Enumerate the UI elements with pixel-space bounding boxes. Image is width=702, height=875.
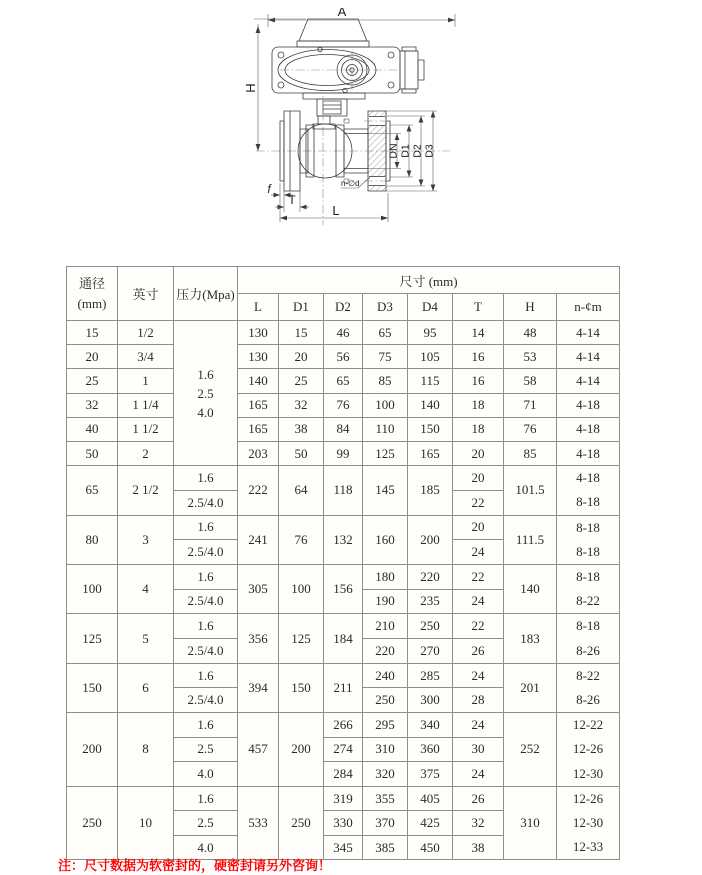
cell: 24 — [453, 762, 504, 787]
cell: 3/4 — [118, 345, 174, 369]
cell: 30 — [453, 737, 504, 762]
table-row — [67, 345, 620, 369]
cell: 1.6 — [174, 663, 238, 688]
cell: 1/2 — [118, 321, 174, 345]
cell: 99 — [324, 441, 363, 465]
cell: 1 — [118, 369, 174, 393]
cell: 24 — [453, 663, 504, 688]
cell: 2.5/4.0 — [174, 490, 238, 515]
dim-label-H: H — [243, 83, 258, 93]
cell: 84 — [324, 417, 363, 441]
cell: 32 — [453, 811, 504, 836]
cell: 20 — [453, 466, 504, 491]
table-row — [67, 564, 620, 589]
cell: 4-14 — [557, 345, 620, 369]
cell: 319 — [324, 786, 363, 811]
cell: 200 — [67, 713, 118, 787]
cell: 12-22 12-26 12-30 — [557, 713, 620, 787]
header-D1: D1 — [279, 294, 324, 321]
cell: 1.6 — [174, 466, 238, 491]
cell: 130 — [238, 345, 279, 369]
cell: 250 — [408, 614, 453, 639]
cell: 300 — [408, 688, 453, 713]
cell: 25 — [67, 369, 118, 393]
dimension-table — [66, 266, 620, 860]
cell: 211 — [324, 663, 363, 712]
cell: 32 — [67, 393, 118, 417]
cell: 180 — [363, 564, 408, 589]
cell: 222 — [238, 466, 279, 515]
cell: 20 — [453, 515, 504, 540]
cell: 58 — [504, 369, 557, 393]
cell: 18 — [453, 393, 504, 417]
cell: 165 — [238, 393, 279, 417]
cell: 65 — [67, 466, 118, 515]
cell: 2 1/2 — [118, 466, 174, 515]
table-row — [67, 441, 620, 465]
cell: 8-18 8-26 — [557, 614, 620, 663]
cell: 270 — [408, 639, 453, 664]
cell: 15 — [67, 321, 118, 345]
header-D2: D2 — [324, 294, 363, 321]
cell: 50 — [279, 441, 324, 465]
cell: 394 — [238, 663, 279, 712]
cell: 56 — [324, 345, 363, 369]
cell: 76 — [504, 417, 557, 441]
cell: 184 — [324, 614, 363, 663]
cell: 285 — [408, 663, 453, 688]
dim-H — [243, 19, 306, 151]
cell: 132 — [324, 515, 363, 564]
cell: 156 — [324, 564, 363, 613]
cell: 15 — [279, 321, 324, 345]
cell: 385 — [363, 835, 408, 860]
table-row — [67, 515, 620, 540]
cell: 310 — [504, 786, 557, 860]
cell: 150 — [279, 663, 324, 712]
dim-L — [280, 193, 388, 222]
cell: 160 — [363, 515, 408, 564]
header-diameter-title: 通径 — [78, 275, 105, 291]
cell: 101.5 — [504, 466, 557, 515]
cell: 4.0 — [174, 762, 238, 787]
cell: 425 — [408, 811, 453, 836]
cell: 50 — [67, 441, 118, 465]
actuator — [272, 19, 424, 124]
cell: 305 — [238, 564, 279, 613]
cell: 115 — [408, 369, 453, 393]
dim-label-D3: D3 — [423, 144, 436, 158]
cell: 16 — [453, 345, 504, 369]
cell: 4-14 — [557, 321, 620, 345]
cell: 2 — [118, 441, 174, 465]
cell: 111.5 — [504, 515, 557, 564]
cell: 185 — [408, 466, 453, 515]
cell: 220 — [408, 564, 453, 589]
cell: 2.5/4.0 — [174, 589, 238, 614]
cell: 360 — [408, 737, 453, 762]
cell: 80 — [67, 515, 118, 564]
cell: 355 — [363, 786, 408, 811]
cell: 38 — [453, 835, 504, 860]
cell: 201 — [504, 663, 557, 712]
cell: 274 — [324, 737, 363, 762]
dim-A — [268, 8, 455, 27]
cell: 235 — [408, 589, 453, 614]
cell: 2.5/4.0 — [174, 540, 238, 565]
cell: 24 — [453, 540, 504, 565]
cell: 65 — [363, 321, 408, 345]
cell: 125 — [363, 441, 408, 465]
cell: 8-18 8-22 — [557, 564, 620, 613]
cell: 8-18 8-18 — [557, 515, 620, 564]
dim-label-bolt-holes: n-∅d — [341, 179, 360, 188]
cell: 6 — [118, 663, 174, 712]
cell: 26 — [453, 786, 504, 811]
cell: 220 — [363, 639, 408, 664]
header-H: H — [504, 294, 557, 321]
cell: 1 1/4 — [118, 393, 174, 417]
cell: 100 — [67, 564, 118, 613]
cell: 1.6 — [174, 515, 238, 540]
cell: 95 — [408, 321, 453, 345]
dim-label-DN: DN — [387, 143, 400, 159]
cell: 150 — [67, 663, 118, 712]
cell: 241 — [238, 515, 279, 564]
header-inch: 英寸 — [118, 267, 174, 321]
cell: 190 — [363, 589, 408, 614]
cell: 250 — [67, 786, 118, 860]
cell: 20 — [67, 345, 118, 369]
cell: 16 — [453, 369, 504, 393]
cell: 1.6 — [174, 786, 238, 811]
table-row — [67, 393, 620, 417]
cell: 22 — [453, 564, 504, 589]
cell: 356 — [238, 614, 279, 663]
cell: 284 — [324, 762, 363, 787]
cell: 105 — [408, 345, 453, 369]
cell: 1 1/2 — [118, 417, 174, 441]
cell: 25 — [279, 369, 324, 393]
cell: 1.6 — [174, 564, 238, 589]
header-T: T — [453, 294, 504, 321]
header-pressure: 压力(Mpa) — [174, 267, 238, 321]
cell: 100 — [363, 393, 408, 417]
cell: 200 — [279, 713, 324, 787]
dim-label-T: T — [288, 193, 296, 207]
cell: 64 — [279, 466, 324, 515]
cell: 20 — [453, 441, 504, 465]
cell: 2.5/4.0 — [174, 688, 238, 713]
cell: 210 — [363, 614, 408, 639]
table-row — [67, 369, 620, 393]
cell: 65 — [324, 369, 363, 393]
actuator-bracket — [303, 93, 365, 124]
cell: 22 — [453, 614, 504, 639]
header-n-m: n-¢m — [557, 294, 620, 321]
cell: 5 — [118, 614, 174, 663]
cell: 24 — [453, 713, 504, 738]
cell: 46 — [324, 321, 363, 345]
cell: 165 — [238, 417, 279, 441]
cell: 330 — [324, 811, 363, 836]
table-row — [67, 321, 620, 345]
cell: 1.6 — [174, 713, 238, 738]
cell: 4-18 — [557, 393, 620, 417]
dim-label-A: A — [337, 8, 347, 19]
cell: 14 — [453, 321, 504, 345]
cell: 4 — [118, 564, 174, 613]
cell: 85 — [504, 441, 557, 465]
footnote: 注：尺寸数据为软密封的，硬密封请另外咨询！ — [58, 858, 332, 873]
dim-label-f: f — [267, 182, 271, 196]
cell: 3 — [118, 515, 174, 564]
cell: 375 — [408, 762, 453, 787]
cell: 76 — [324, 393, 363, 417]
cell: 150 — [408, 417, 453, 441]
cell: 140 — [238, 369, 279, 393]
cell: 295 — [363, 713, 408, 738]
cell: 71 — [504, 393, 557, 417]
cell: 240 — [363, 663, 408, 688]
cell: 310 — [363, 737, 408, 762]
bolt-hole-callout — [341, 177, 370, 188]
cell: 28 — [453, 688, 504, 713]
valve-assembly-drawing — [240, 8, 462, 232]
cell: 125 — [67, 614, 118, 663]
actuator-side-flange — [400, 47, 424, 93]
cell: 457 — [238, 713, 279, 787]
cell: 18 — [453, 417, 504, 441]
cell: 250 — [363, 688, 408, 713]
cell: 450 — [408, 835, 453, 860]
actuator-terminal-cap — [299, 19, 367, 41]
cell: 345 — [324, 835, 363, 860]
cell: 145 — [363, 466, 408, 515]
table-row — [67, 466, 620, 491]
cell: 405 — [408, 786, 453, 811]
cell: 320 — [363, 762, 408, 787]
cell: 38 — [279, 417, 324, 441]
cell: 4-18 — [557, 441, 620, 465]
header-L: L — [238, 294, 279, 321]
cell: 140 — [504, 564, 557, 613]
cell: 183 — [504, 614, 557, 663]
cell: 118 — [324, 466, 363, 515]
cell: 370 — [363, 811, 408, 836]
dim-label-D2: D2 — [411, 144, 424, 158]
cell: 24 — [453, 589, 504, 614]
cell: 32 — [279, 393, 324, 417]
cell: 20 — [279, 345, 324, 369]
cell: 165 — [408, 441, 453, 465]
table-header-row — [67, 267, 620, 294]
cell: 8 — [118, 713, 174, 787]
cell: 76 — [279, 515, 324, 564]
cell: 125 — [279, 614, 324, 663]
cell: 4-18 — [557, 417, 620, 441]
cell: 4-14 — [557, 369, 620, 393]
cell: 110 — [363, 417, 408, 441]
cell: 4.0 — [174, 835, 238, 860]
cell: 1.6 2.5 4.0 — [174, 321, 238, 466]
cell: 340 — [408, 713, 453, 738]
cell: 200 — [408, 515, 453, 564]
cell: 40 — [67, 417, 118, 441]
cell: 8-22 8-26 — [557, 663, 620, 712]
cell: 2.5 — [174, 811, 238, 836]
header-D4: D4 — [408, 294, 453, 321]
dim-label-D1: D1 — [399, 144, 412, 158]
header-diameter-unit: (mm) — [77, 295, 107, 311]
header-diameter — [67, 267, 118, 321]
dim-label-L: L — [332, 203, 340, 218]
cell: 22 — [453, 490, 504, 515]
cell: 130 — [238, 321, 279, 345]
cell: 140 — [408, 393, 453, 417]
cell: 250 — [279, 786, 324, 860]
cell: 266 — [324, 713, 363, 738]
cell: 4-18 8-18 — [557, 466, 620, 515]
cell: 1.6 — [174, 614, 238, 639]
cell: 100 — [279, 564, 324, 613]
cell: 85 — [363, 369, 408, 393]
cell: 53 — [504, 345, 557, 369]
table-row — [67, 614, 620, 639]
cell: 533 — [238, 786, 279, 860]
cell: 48 — [504, 321, 557, 345]
table-row — [67, 713, 620, 738]
table-row — [67, 663, 620, 688]
cell: 252 — [504, 713, 557, 787]
header-D3: D3 — [363, 294, 408, 321]
cell: 12-26 12-30 12-33 — [557, 786, 620, 860]
header-size-group: 尺寸 (mm) — [238, 267, 620, 294]
cell: 2.5 — [174, 737, 238, 762]
cell: 75 — [363, 345, 408, 369]
cell: 26 — [453, 639, 504, 664]
table-row — [67, 417, 620, 441]
cell: 10 — [118, 786, 174, 860]
table-row — [67, 786, 620, 811]
cell: 203 — [238, 441, 279, 465]
cell: 2.5/4.0 — [174, 639, 238, 664]
